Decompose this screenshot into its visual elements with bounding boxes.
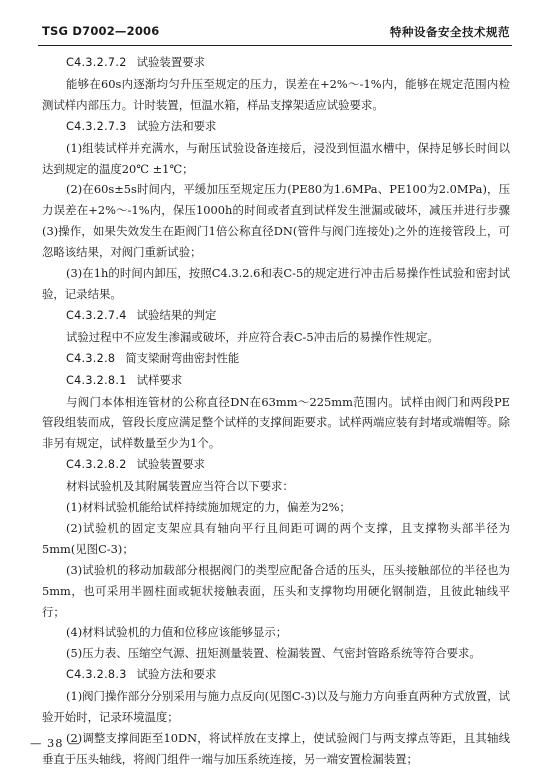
section-number: C4.3.2.8.3 [66, 668, 127, 682]
header-rule [38, 45, 512, 46]
paragraph: (2)在60s±5s时间内，平缓加压至规定压力(PE80为1.6MPa、PE100为2.0MPa)，压力误差在+2%～-1%内，保压1000h的时间或者直到试样发生泄漏或破坏，减压并进行步骤(3)操作，如果失效发生在距阀门1倍公称直径DN(管件与阀门连接处)之外的连接管段上，可忽略该结果，对阀门重新试验； [42, 182, 510, 260]
section-number: C4.3.2.8.2 [66, 458, 127, 472]
section-title: 试验结果的判定 [136, 307, 217, 322]
paragraph: (1)阀门操作部分分别采用与施力点反向(见图C-3)以及与施力方向垂直两种方式放置，试验开始时，记录环境温度； [42, 689, 510, 725]
section-title: 试验方法和要求 [136, 667, 217, 682]
section-number: C4.3.2.8.1 [66, 373, 127, 387]
section-title: 简支梁耐弯曲密封性能 [125, 350, 240, 365]
paragraph: (1)组装试样并充满水，与耐压试验设备连接后，浸没到恒温水槽中，保持足够长时间以达到规定的温度20℃ ±1℃； [42, 140, 510, 176]
section-number: C4.3.2.7.4 [66, 308, 127, 322]
paragraph: (2)试验机的固定支架应具有轴向平行且间距可调的两个支撑，且支撑物头部半径为5mm(见图C-3)； [42, 520, 510, 556]
paragraph: (4)材料试验机的力值和位移应该能够显示； [66, 625, 288, 640]
section-title: 试验方法和要求 [136, 118, 217, 133]
section-heading [42, 52, 510, 74]
section-title: 试验装置要求 [136, 457, 205, 472]
section-heading [42, 305, 510, 327]
document-body [42, 52, 510, 770]
paragraph: 能够在60s内逐渐均匀升压至规定的压力，误差在+2%～-1%内，能够在规定范围内检测试样内部压力。计时装置，恒温水箱，样品支撑架适应试验要求。 [42, 76, 510, 112]
section-title: 试样要求 [136, 372, 183, 387]
section-title: 试验装置要求 [136, 55, 205, 69]
paragraph: (3)试验机的移动加载部分根据阀门的类型应配备合适的压头，压头接触部位的半径也为5mm，也可采用半圆柱面或轭状接触表面，压头和支撑物均用硬化钢制造，且彼此轴线平行； [42, 562, 510, 619]
paragraph: 材料试验机及其附属装置应当符合以下要求： [66, 479, 294, 494]
paragraph: 试验过程中不应发生渗漏或破坏，并应符合表C-5冲击后的易操作性规定。 [66, 329, 439, 344]
paragraph: (1)材料试验机能给试样持续施加规定的力，偏差为2%； [66, 500, 351, 515]
paragraph: 与阀门本体相连管材的公称直径DN在63mm～225mm范围内。试样由阀门和两段PE管段组装而成，管段长度应满足整个试样的支撑间距要求。试样两端应装有封堵或端帽等。除非另有规定，试样数量至少为1个。 [42, 394, 510, 451]
section-number: C4.3.2.7.2 [66, 56, 127, 69]
section-heading [42, 370, 510, 392]
paragraph: (3)在1h的时间内卸压，按照C4.3.2.6和表C-5的规定进行冲击后易操作性试验和密封试验，记录结果。 [42, 266, 510, 301]
paragraph: (5)压力表、压缩空气源、扭矩测量装置、检漏装置、气密封管路系统等符合要求。 [66, 646, 481, 661]
paragraph: (2)调整支撑间距至10DN，将试样放在支撑上，使试验阀门与两支撑点等距，且其轴线垂直于压头轴线，将阀门组件一端与加压系统连接，另一端安置检漏装置； [42, 731, 510, 766]
section-heading [42, 116, 510, 138]
section-number: C4.3.2.8 [66, 351, 116, 365]
section-number: C4.3.2.7.3 [66, 119, 127, 133]
section-heading [42, 664, 510, 686]
series-title: 特种设备安全技术规范 [390, 25, 510, 39]
section-heading [42, 454, 510, 476]
standard-code: TSG D7002—2006 [42, 24, 160, 38]
section-heading [42, 348, 510, 370]
page-number: — 38 — [30, 736, 81, 750]
